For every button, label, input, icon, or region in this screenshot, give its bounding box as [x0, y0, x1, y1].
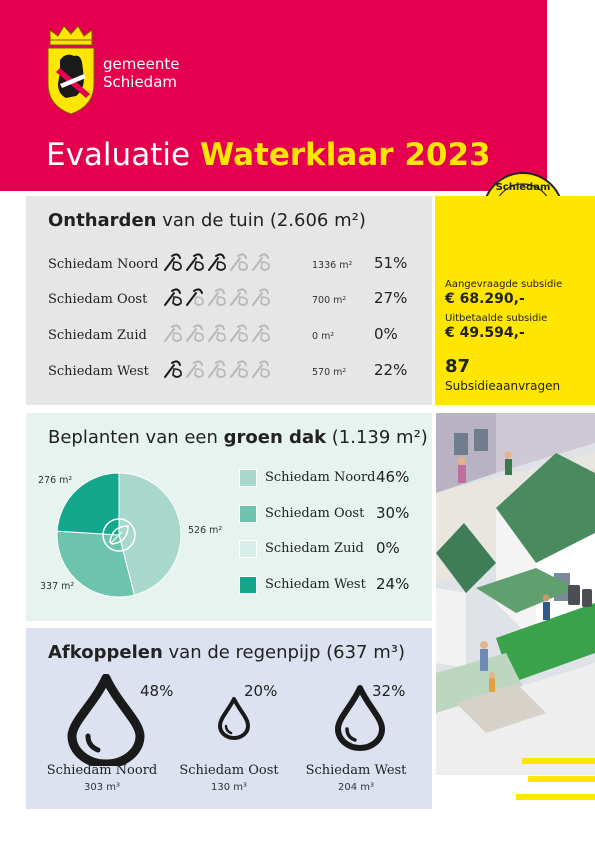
legend-label: Schiedam Oost	[265, 506, 365, 521]
pie-slice-label: 276 m²	[38, 475, 73, 486]
pie-slice-label: 337 m²	[40, 581, 75, 592]
groen-dak-card	[26, 413, 432, 621]
coat-of-arms-icon	[44, 24, 98, 116]
shovel-icon	[253, 361, 269, 377]
ontharden-row-label: Schiedam West	[48, 364, 149, 379]
requested-subsidy-label: Aangevraagde subsidie	[445, 279, 563, 290]
shovel-rating	[162, 321, 282, 345]
logo-text-schiedam: Schiedam	[103, 73, 177, 91]
subsidie-card	[435, 196, 595, 405]
decor-stripe	[522, 758, 595, 764]
shovel-icon	[231, 361, 247, 377]
water-drop-icon	[66, 674, 146, 766]
decor-stripe	[516, 794, 595, 800]
application-count: 87	[445, 356, 471, 377]
groen-title-bold: groen dak	[223, 427, 327, 448]
ontharden-row-area: 570 m²	[312, 367, 347, 378]
legend-swatch	[239, 540, 257, 558]
legend-swatch	[239, 576, 257, 594]
shovel-icon	[209, 325, 225, 341]
shovel-icon	[231, 254, 247, 270]
drop-area: 204 m³	[337, 782, 374, 793]
legend-pct: 30%	[376, 504, 410, 522]
groen-title-pre: Beplanten van een	[48, 427, 224, 448]
ontharden-row-label: Schiedam Zuid	[48, 328, 147, 343]
title-bold: Waterklaar 2023	[200, 137, 491, 173]
shovel-icon	[165, 361, 181, 377]
afkoppelen-title-rest: van de regenpijp (637 m³)	[162, 642, 405, 663]
shovel-icon	[253, 325, 269, 341]
drop-name: Schiedam Oost	[179, 763, 279, 778]
ontharden-title-rest: van de tuin (2.606 m²)	[156, 210, 366, 231]
drop-pct: 20%	[244, 682, 278, 700]
shovel-icon	[165, 254, 181, 270]
shovel-icon	[231, 289, 247, 305]
ontharden-card	[26, 196, 432, 405]
pie-slice-label: 526 m²	[188, 525, 223, 536]
application-count-label: Subsidieaanvragen	[445, 379, 561, 393]
shovel-icon	[253, 289, 269, 305]
shovel-icon	[187, 254, 203, 270]
afkoppelen-card	[26, 628, 432, 809]
groen-dak-title	[48, 427, 428, 448]
legend-pct: 46%	[376, 468, 410, 486]
paid-subsidy-value: € 49.594,-	[445, 325, 525, 341]
shovel-icon	[187, 361, 203, 377]
shovel-icon	[209, 361, 225, 377]
legend-label: Schiedam Zuid	[265, 541, 364, 556]
shovel-rating	[162, 357, 282, 381]
ontharden-row-pct: 22%	[374, 361, 408, 379]
shovel-rating	[162, 250, 282, 274]
ontharden-row-pct: 27%	[374, 289, 408, 307]
legend-swatch	[239, 469, 257, 487]
drop-pct: 48%	[140, 682, 174, 700]
ontharden-row-area: 1336 m²	[312, 260, 353, 271]
afkoppelen-title-bold: Afkoppelen	[48, 642, 163, 663]
legend-label: Schiedam Noord	[265, 470, 376, 485]
requested-subsidy-value: € 68.290,-	[445, 291, 525, 307]
shovel-icon	[231, 325, 247, 341]
ontharden-row-area: 0 m²	[312, 331, 335, 342]
legend-swatch	[239, 505, 257, 523]
drop-name: Schiedam Noord	[46, 763, 158, 778]
ontharden-title-bold: Ontharden	[48, 210, 157, 231]
paid-subsidy-label: Uitbetaalde subsidie	[445, 313, 548, 324]
logo-text-gemeente: gemeente	[103, 55, 180, 73]
groen-title-post: (1.139 m²)	[326, 427, 428, 448]
drop-area: 130 m³	[210, 782, 247, 793]
decor-stripe	[528, 776, 595, 782]
houses-illustration	[436, 413, 595, 775]
ontharden-row-pct: 0%	[374, 325, 398, 343]
shovel-icon	[187, 325, 203, 341]
drop-area: 303 m³	[83, 782, 120, 793]
ontharden-row-label: Schiedam Noord	[48, 257, 159, 272]
ontharden-row-label: Schiedam Oost	[48, 292, 148, 307]
header-banner	[0, 0, 547, 191]
shovel-icon	[165, 289, 181, 305]
legend-label: Schiedam West	[265, 577, 366, 592]
afkoppelen-title	[48, 642, 405, 663]
ontharden-title	[48, 210, 366, 231]
legend-pct: 24%	[376, 575, 410, 593]
shovel-icon	[209, 289, 225, 305]
legend-pct: 0%	[376, 539, 400, 557]
badge-top-text: Schiedam	[495, 182, 551, 193]
page-title	[46, 137, 491, 173]
ontharden-row-pct: 51%	[374, 254, 408, 272]
shovel-icon	[209, 254, 225, 270]
title-light: Evaluatie	[46, 137, 191, 173]
shovel-icon	[253, 254, 269, 270]
drop-pct: 32%	[372, 682, 406, 700]
shovel-icon	[165, 325, 181, 341]
ontharden-row-area: 700 m²	[312, 295, 347, 306]
shovel-rating	[162, 285, 282, 309]
water-drop-icon	[216, 696, 252, 742]
shovel-icon	[187, 289, 203, 305]
drop-name: Schiedam West	[305, 763, 407, 778]
